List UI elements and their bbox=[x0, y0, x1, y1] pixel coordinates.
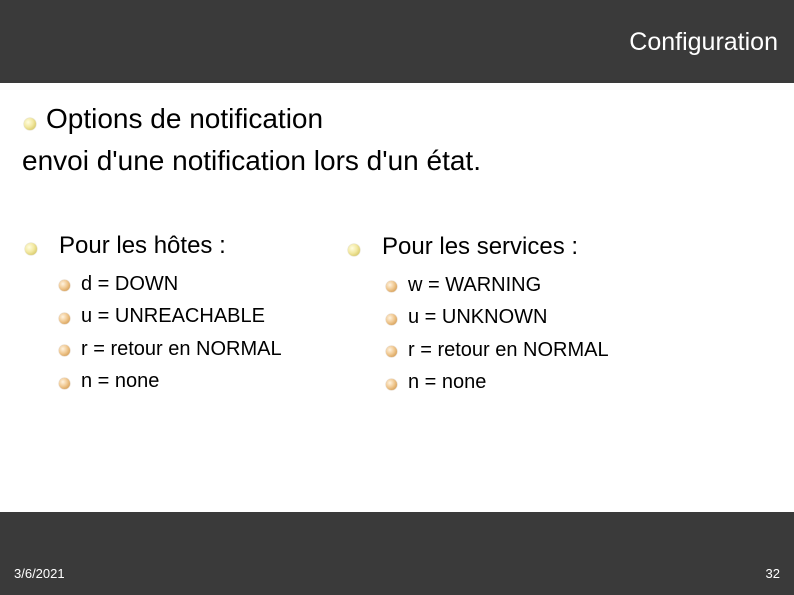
slide-title: Configuration bbox=[629, 28, 778, 56]
list-item-text: u = UNKNOWN bbox=[408, 306, 548, 329]
list-item-text: n = none bbox=[408, 371, 487, 394]
list-item-text: w = WARNING bbox=[408, 273, 542, 296]
list-item bbox=[386, 269, 609, 302]
bullet-icon bbox=[59, 378, 70, 389]
bullet-icon bbox=[59, 280, 70, 291]
bullet-icon bbox=[59, 345, 70, 356]
list-item-text: r = retour en NORMAL bbox=[408, 338, 609, 361]
bullet-icon bbox=[24, 118, 36, 130]
bullet-icon bbox=[386, 379, 397, 390]
heading-row bbox=[24, 103, 323, 135]
footer-bar bbox=[0, 512, 794, 595]
bullet-icon bbox=[59, 313, 70, 324]
hosts-heading-row bbox=[25, 232, 226, 260]
bullet-icon bbox=[25, 243, 37, 255]
services-heading: Pour les services : bbox=[382, 233, 579, 260]
list-item-text: u = UNREACHABLE bbox=[81, 305, 265, 328]
page-number: 32 bbox=[765, 566, 780, 581]
bullet-icon bbox=[386, 346, 397, 357]
list-item-text: n = none bbox=[81, 370, 160, 393]
list-item bbox=[59, 268, 282, 301]
list-item bbox=[386, 367, 609, 400]
list-item bbox=[386, 302, 609, 335]
hosts-heading: Pour les hôtes : bbox=[59, 232, 226, 259]
footer-date: 3/6/2021 bbox=[14, 566, 65, 581]
section-subheading: envoi d'une notification lors d'un état. bbox=[22, 145, 481, 176]
services-list bbox=[386, 269, 609, 399]
bullet-icon bbox=[386, 314, 397, 325]
hosts-list bbox=[59, 268, 282, 398]
bullet-icon bbox=[348, 244, 360, 256]
list-item bbox=[59, 366, 282, 399]
list-item-text: r = retour en NORMAL bbox=[81, 337, 282, 360]
list-item bbox=[59, 333, 282, 366]
header-bar bbox=[0, 0, 794, 83]
list-item bbox=[59, 301, 282, 334]
services-heading-row bbox=[348, 233, 578, 261]
bullet-icon bbox=[386, 281, 397, 292]
list-item bbox=[386, 334, 609, 367]
list-item-text: d = DOWN bbox=[81, 272, 179, 295]
section-heading: Options de notification bbox=[46, 103, 324, 134]
